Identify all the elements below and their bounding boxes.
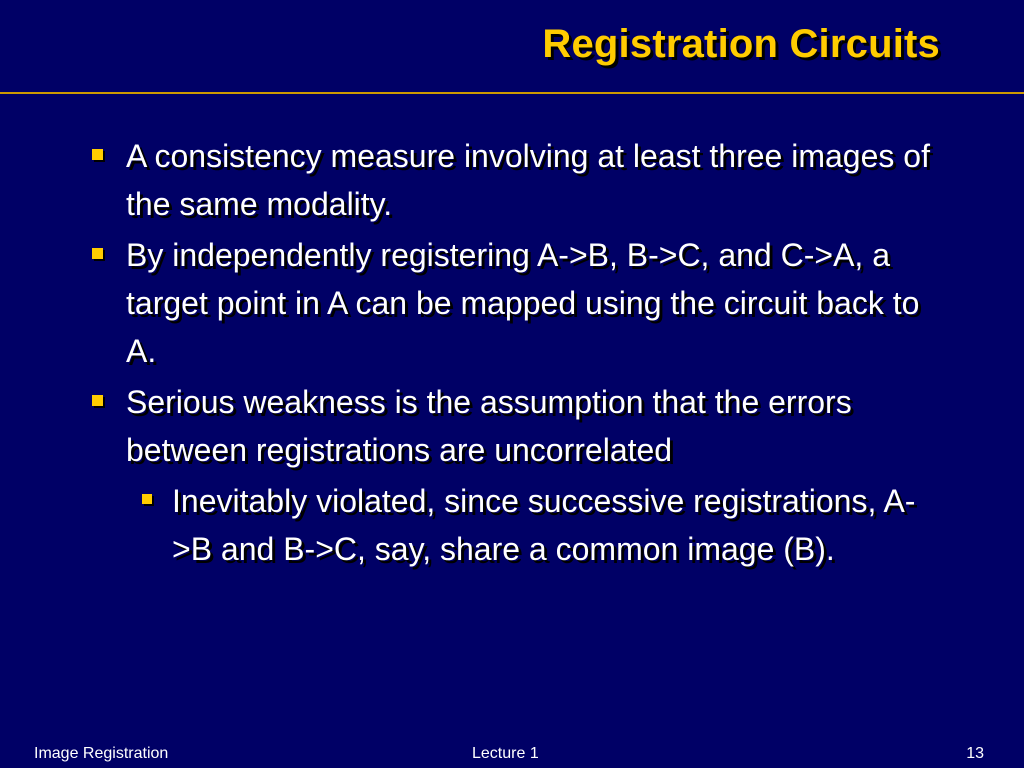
slide-content <box>0 132 1024 576</box>
sub-bullet-item <box>0 477 942 573</box>
sub-bullet-text: Inevitably violated, since successive registrations, A->B and B->C, say, share a common image (B). <box>172 483 916 567</box>
footer-page-number: 13 <box>966 745 984 762</box>
title-divider <box>0 92 1024 94</box>
footer-course-title: Image Registration <box>34 745 169 762</box>
bullet-item <box>0 132 956 228</box>
bullet-text: A consistency measure involving at least three images of the same modality. <box>126 138 930 222</box>
square-bullet-icon <box>92 149 103 160</box>
bullet-item <box>0 231 956 375</box>
slide-title: Registration Circuits <box>542 22 940 66</box>
square-bullet-icon <box>92 395 103 406</box>
bullet-text: By independently registering A->B, B->C, and C->A, a target point in A can be mapped using the circuit back to A. <box>126 237 920 369</box>
footer-lecture: Lecture 1 <box>472 745 539 762</box>
bullet-item <box>0 378 956 474</box>
bullet-text: Serious weakness is the assumption that the errors between registrations are uncorrelated <box>126 384 852 468</box>
square-bullet-icon <box>142 494 152 504</box>
square-bullet-icon <box>92 248 103 259</box>
